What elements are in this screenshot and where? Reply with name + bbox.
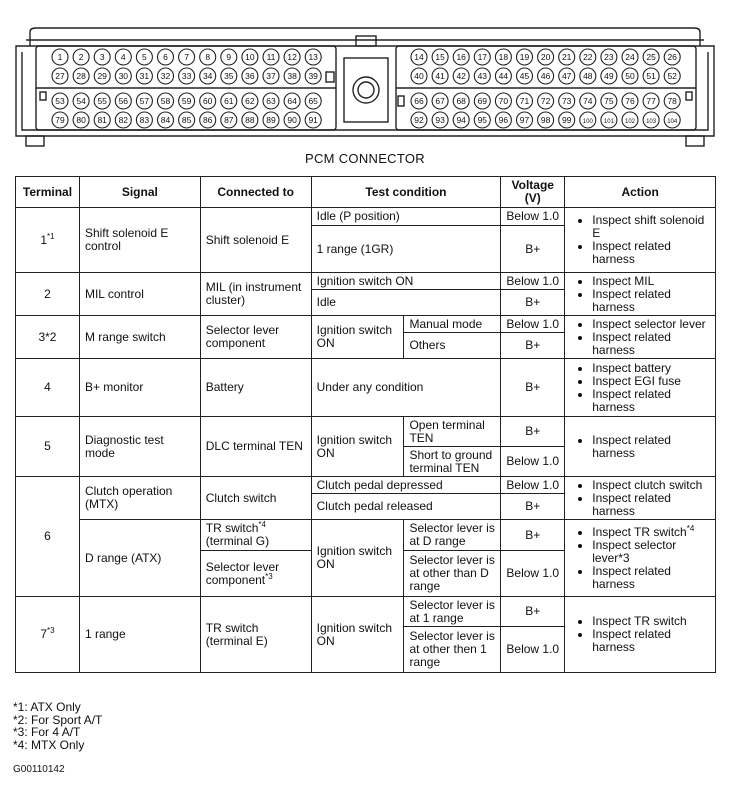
condition-cell: Ignition switch ON	[311, 597, 404, 673]
pin-number: 69	[477, 96, 488, 106]
condition-cell: Idle	[311, 290, 501, 316]
pin-number: 98	[540, 115, 551, 125]
pin-number: 66	[414, 96, 424, 106]
action-footnote: *4	[686, 523, 695, 533]
pin-number: 71	[519, 96, 530, 106]
header-action: Action	[565, 177, 716, 208]
terminal-cell	[16, 208, 80, 273]
table-row	[16, 208, 716, 226]
action-item	[592, 523, 710, 539]
pin-number: 81	[97, 115, 107, 125]
pin-number: 77	[646, 96, 656, 106]
header-test-condition: Test condition	[311, 177, 501, 208]
connected-cell: DLC terminal TEN	[200, 417, 311, 477]
action-item: • Inspect related harness	[592, 565, 710, 591]
pin-number: 13	[308, 52, 318, 62]
action-item: • Inspect related harness	[592, 240, 710, 266]
table-header-row	[16, 177, 716, 208]
footnote: *4: MTX Only	[13, 737, 85, 752]
pin-number: 100	[582, 119, 593, 125]
pin-number: 103	[646, 119, 657, 125]
pin-number: 29	[97, 71, 107, 81]
pin-number: 87	[224, 115, 234, 125]
footnote: *2: For Sport A/T	[13, 712, 103, 727]
footnote: *1: ATX Only	[13, 700, 81, 714]
pin-number: 21	[561, 52, 572, 62]
pin-number: 64	[287, 96, 297, 106]
table-row	[16, 417, 716, 447]
connected-footnote: *4	[258, 520, 266, 529]
connected-cell: Shift solenoid E	[200, 208, 311, 273]
pin-number: 83	[139, 115, 150, 125]
pin-number: 42	[456, 71, 466, 81]
pin-number: 79	[55, 115, 65, 125]
pin-number: 43	[477, 71, 488, 81]
pin-number: 28	[76, 71, 86, 81]
action-item: • Inspect related harness	[592, 331, 710, 357]
subcondition-cell: Manual mode	[404, 316, 501, 333]
terminal-cell: 3*2	[16, 316, 80, 359]
condition-cell: Ignition switch ON	[311, 273, 501, 290]
voltage-cell: Below 1.0	[501, 316, 565, 333]
action-cell	[565, 208, 716, 273]
pin-number: 23	[604, 52, 614, 62]
pin-number: 52	[667, 71, 677, 81]
pin-number: 48	[583, 71, 593, 81]
subcondition-cell: Others	[404, 333, 501, 359]
pin-number: 88	[245, 115, 255, 125]
pin-number: 11	[266, 52, 276, 62]
connector-title: PCM CONNECTOR	[305, 151, 425, 166]
condition-cell: Ignition switch ON	[311, 417, 404, 477]
terminal-cell	[16, 597, 80, 673]
voltage-cell: B+	[501, 597, 565, 627]
pin-number: 56	[118, 96, 129, 106]
action-item: • Inspect shift solenoid E	[592, 214, 710, 240]
figure-id: G00110142	[13, 764, 65, 775]
pin-number: 18	[498, 52, 509, 62]
footnotes	[13, 701, 102, 751]
action-item: • Inspect selector lever*3	[592, 539, 710, 565]
header-signal: Signal	[79, 177, 200, 208]
voltage-cell: Below 1.0	[501, 627, 565, 673]
pin-number: 92	[414, 115, 424, 125]
pin-number: 102	[624, 119, 636, 125]
pin-number: 91	[308, 115, 318, 125]
pin-number: 96	[498, 115, 509, 125]
action-item: • Inspect clutch switch	[592, 479, 710, 492]
pin-number: 10	[245, 52, 255, 62]
pcm-connector-diagram	[0, 0, 730, 150]
pin-number: 47	[561, 71, 572, 81]
connected-cell: MIL (in instrument cluster)	[200, 273, 311, 316]
pin-number: 51	[646, 71, 656, 81]
action-cell	[565, 597, 716, 673]
signal-cell: Clutch operation (MTX)	[79, 477, 200, 520]
pin-number: 46	[540, 71, 551, 81]
action-item: • Inspect TR switch	[592, 615, 710, 628]
pin-number: 25	[646, 52, 656, 62]
pin-number: 60	[202, 96, 213, 106]
pin-number: 32	[160, 71, 171, 81]
terminal-cell: 6	[16, 477, 80, 597]
voltage-cell: Below 1.0	[501, 477, 565, 494]
condition-cell: Ignition switch ON	[311, 316, 404, 359]
action-item: • Inspect related harness	[592, 628, 710, 654]
pin-number: 33	[181, 71, 192, 81]
terminal-footnote: *1	[47, 231, 55, 241]
signal-cell: B+ monitor	[79, 359, 200, 417]
terminal-number: 7	[40, 627, 48, 641]
pin-number: 65	[308, 96, 318, 106]
terminal-footnote: *3	[47, 626, 55, 635]
connected-name: TR switch	[205, 521, 259, 535]
pin-number: 55	[97, 96, 107, 106]
pin-number: 62	[245, 96, 255, 106]
action-cell	[565, 273, 716, 316]
condition-cell: Clutch pedal depressed	[311, 477, 501, 494]
table-row	[16, 316, 716, 333]
pin-number: 101	[603, 119, 614, 125]
pin-number: 97	[519, 115, 530, 125]
voltage-cell: Below 1.0	[501, 273, 565, 290]
connected-name: Selector lever component	[205, 559, 280, 587]
header-connected-to: Connected to	[200, 177, 311, 208]
action-item: • Inspect EGI fuse	[592, 375, 710, 388]
connected-cell: TR switch (terminal E)	[200, 597, 311, 673]
table-row	[16, 597, 716, 627]
pin-number: 16	[456, 52, 466, 62]
pin-number: 15	[435, 52, 445, 62]
pin-number: 54	[76, 96, 86, 106]
pin-number: 89	[266, 115, 276, 125]
table-row	[16, 520, 716, 551]
action-item: • Inspect battery	[592, 362, 710, 375]
pin-number: 59	[181, 96, 192, 106]
table-row	[16, 477, 716, 494]
condition-cell: Ignition switch ON	[311, 520, 404, 597]
connected-cell: Clutch switch	[200, 477, 311, 520]
voltage-cell: B+	[501, 290, 565, 316]
subcondition-cell: Open terminal TEN	[404, 417, 501, 447]
pin-number: 26	[667, 52, 677, 62]
connected-cell	[200, 520, 311, 551]
pin-number: 85	[181, 115, 192, 125]
pin-number: 104	[667, 119, 678, 125]
pin-number: 58	[160, 96, 171, 106]
voltage-cell: B+	[501, 359, 565, 417]
pin-number: 49	[604, 71, 614, 81]
pin-number: 78	[667, 96, 677, 106]
pin-number: 12	[287, 52, 297, 62]
pin-number: 27	[55, 71, 65, 81]
pin-number: 75	[604, 96, 614, 106]
pin-number: 53	[55, 96, 65, 106]
pin-number: 90	[287, 115, 297, 125]
pin-number: 50	[625, 71, 635, 81]
footnote: *3: For 4 A/T	[13, 725, 81, 739]
pin-number: 63	[266, 96, 276, 106]
condition-cell: 1 range (1GR)	[311, 226, 501, 273]
pin-number: 57	[139, 96, 150, 106]
connected-cell: Battery	[200, 359, 311, 417]
action-cell	[565, 477, 716, 520]
terminal-cell: 4	[16, 359, 80, 417]
voltage-cell: B+	[501, 226, 565, 273]
action-cell	[565, 520, 716, 597]
pin-number: 95	[477, 115, 488, 125]
pin-number: 5	[142, 52, 147, 62]
pin-number: 22	[583, 52, 593, 62]
connected-detail: (terminal G)	[205, 534, 270, 548]
pin-number: 2	[78, 52, 84, 62]
voltage-cell: Below 1.0	[501, 447, 565, 477]
pin-number: 17	[477, 52, 488, 62]
table-row	[16, 273, 716, 290]
pin-number: 70	[498, 96, 509, 106]
pin-number: 72	[540, 96, 551, 106]
subcondition-cell: Selector lever is at other than D range	[404, 551, 501, 597]
pin-number: 34	[202, 71, 213, 81]
pin-number: 6	[163, 52, 168, 62]
pin-number: 20	[540, 52, 551, 62]
signal-cell: D range (ATX)	[79, 520, 200, 597]
pin-number: 38	[287, 71, 297, 81]
action-cell	[565, 359, 716, 417]
subcondition-cell: Selector lever is at 1 range	[404, 597, 501, 627]
condition-cell: Under any condition	[311, 359, 501, 417]
voltage-cell: B+	[501, 494, 565, 520]
action-item: • Inspect related harness	[592, 434, 710, 460]
voltage-cell: Below 1.0	[501, 551, 565, 597]
signal-cell: MIL control	[79, 273, 200, 316]
voltage-cell: B+	[501, 520, 565, 551]
pin-number: 3	[99, 52, 105, 62]
voltage-cell: B+	[501, 417, 565, 447]
pin-number: 9	[226, 52, 232, 62]
pin-number: 61	[224, 96, 234, 106]
condition-cell: Clutch pedal released	[311, 494, 501, 520]
signal-table	[15, 176, 716, 673]
signal-cell: Shift solenoid E control	[79, 208, 200, 273]
pin-number: 82	[118, 115, 129, 125]
signal-cell: Diagnostic test mode	[79, 417, 200, 477]
subcondition-cell: Selector lever is at D range	[404, 520, 501, 551]
action-item: • Inspect selector lever	[592, 318, 710, 331]
pin-number: 31	[139, 71, 150, 81]
terminal-number: 1	[40, 232, 48, 247]
pin-number: 24	[625, 52, 635, 62]
signal-cell: M range switch	[79, 316, 200, 359]
pin-number: 37	[266, 71, 276, 81]
pin-number: 19	[519, 52, 530, 62]
header-voltage: Voltage (V)	[501, 177, 565, 208]
pin-number: 68	[456, 96, 466, 106]
pin-number: 76	[625, 96, 635, 106]
action-item: • Inspect related harness	[592, 492, 710, 518]
action-cell	[565, 316, 716, 359]
action-text: Inspect TR switch	[592, 524, 687, 539]
pin-number: 35	[224, 71, 234, 81]
pin-number: 7	[184, 52, 189, 62]
condition-cell: Idle (P position)	[311, 208, 501, 226]
pin-number: 94	[456, 115, 466, 125]
table-row	[16, 359, 716, 417]
pin-number: 84	[160, 115, 171, 125]
action-item: • Inspect MIL	[592, 275, 710, 288]
pin-number: 45	[519, 71, 530, 81]
pin-number: 67	[435, 96, 445, 106]
action-cell	[565, 417, 716, 477]
pin-number: 44	[498, 71, 509, 81]
connected-cell: Selector lever component	[200, 316, 311, 359]
pin-number: 73	[561, 96, 572, 106]
pin-number: 40	[414, 71, 424, 81]
subcondition-cell: Selector lever is at other then 1 range	[404, 627, 501, 673]
signal-cell: 1 range	[79, 597, 200, 673]
voltage-cell: Below 1.0	[501, 208, 565, 226]
pin-number: 80	[76, 115, 86, 125]
pin-number: 41	[435, 71, 445, 81]
terminal-cell: 2	[16, 273, 80, 316]
subcondition-cell: Short to ground terminal TEN	[404, 447, 501, 477]
pin-number: 93	[435, 115, 445, 125]
connected-footnote: *3	[265, 571, 273, 581]
header-terminal: Terminal	[16, 177, 80, 208]
action-item: • Inspect related harness	[592, 288, 710, 314]
action-item: • Inspect related harness	[592, 388, 710, 414]
pin-number: 4	[120, 52, 126, 62]
pin-number: 39	[308, 71, 318, 81]
pin-number: 86	[202, 115, 213, 125]
pin-number: 14	[414, 52, 424, 62]
pin-number: 99	[561, 115, 572, 125]
pin-number: 8	[205, 52, 211, 62]
connected-cell	[200, 551, 311, 597]
pin-number: 30	[118, 71, 129, 81]
pin-number: 1	[57, 52, 63, 62]
pin-number: 74	[583, 96, 593, 106]
voltage-cell: B+	[501, 333, 565, 359]
pin-number: 36	[245, 71, 255, 81]
terminal-cell: 5	[16, 417, 80, 477]
